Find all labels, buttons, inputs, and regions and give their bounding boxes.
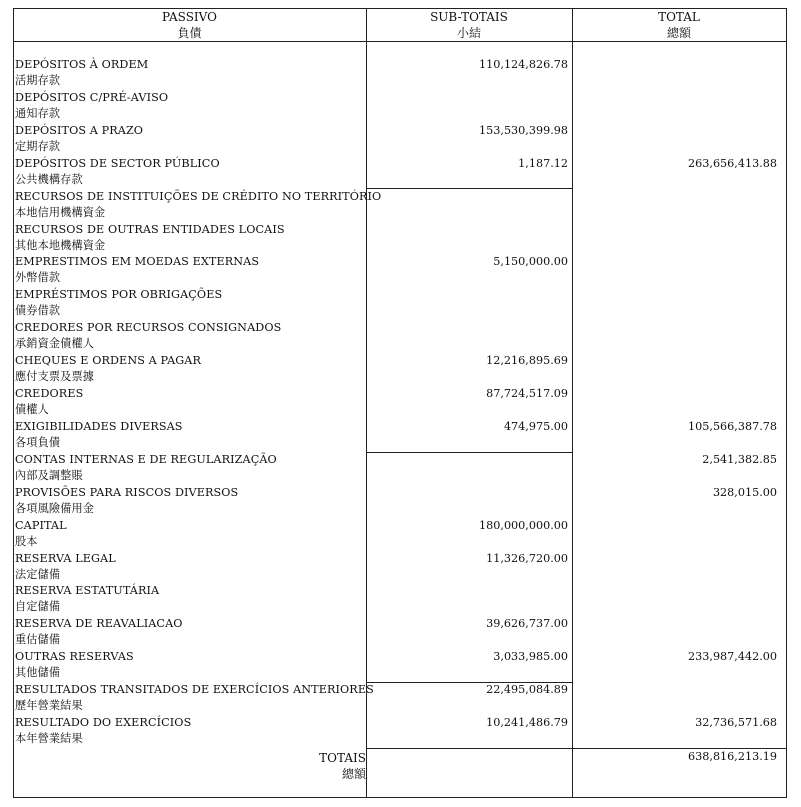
table-row xyxy=(0,452,801,485)
table-row xyxy=(0,156,801,189)
row-label xyxy=(15,320,281,352)
row-total: 233,987,442.00 xyxy=(688,650,777,664)
table-row xyxy=(0,616,801,649)
row-subtotal: 5,150,000.00 xyxy=(493,255,568,269)
row-label-pt: OUTRAS RESERVAS xyxy=(15,650,134,664)
row-subtotal: 12,216,895.69 xyxy=(486,354,568,368)
row-label-zh: 各項負債 xyxy=(15,435,61,449)
row-label-pt: EMPRÉSTIMOS POR OBRIGAÇÕES xyxy=(15,288,223,302)
row-subtotal: 110,124,826.78 xyxy=(479,58,568,71)
row-label-pt: CAPITAL xyxy=(15,518,67,532)
table-row xyxy=(0,518,801,551)
row-label-zh: 承銷資金債權人 xyxy=(15,337,95,351)
row-label xyxy=(15,682,374,714)
table-row xyxy=(0,123,801,156)
row-label xyxy=(15,90,168,122)
totals-label xyxy=(319,750,366,782)
table-row xyxy=(0,353,801,386)
row-label-pt: EXIGIBILIDADES DIVERSAS xyxy=(15,419,183,433)
row-label-zh: 本地信用機構資金 xyxy=(15,205,106,219)
row-label-pt: CREDORES POR RECURSOS CONSIGNADOS xyxy=(15,321,282,335)
row-label-zh: 法定儲備 xyxy=(15,567,61,581)
header-passivo-zh: 負債 xyxy=(177,26,202,40)
table-row xyxy=(0,386,801,419)
row-label-zh: 自定儲備 xyxy=(15,600,61,614)
row-label xyxy=(15,287,222,319)
header-passivo xyxy=(13,9,366,41)
row-label-pt: RESERVA DE REAVALIACAO xyxy=(15,617,183,631)
table-row xyxy=(0,551,801,584)
row-subtotal: 153,530,399.98 xyxy=(479,123,568,137)
row-label xyxy=(15,222,285,254)
row-subtotal: 3,033,985.00 xyxy=(493,650,568,664)
row-total: 105,566,387.78 xyxy=(688,419,777,433)
row-label xyxy=(15,189,381,221)
header-subtotais-zh: 小結 xyxy=(456,26,481,40)
row-label xyxy=(15,551,116,583)
row-label xyxy=(15,57,148,89)
table-row xyxy=(0,189,801,222)
row-total: 263,656,413.88 xyxy=(688,156,777,170)
row-label xyxy=(15,649,134,681)
row-label-pt: CREDORES xyxy=(15,387,84,400)
row-label xyxy=(15,452,277,484)
row-label xyxy=(15,485,238,517)
totals-label-zh: 總額 xyxy=(341,767,366,781)
row-label-pt: DEPÓSITOS À ORDEM xyxy=(15,58,149,71)
row-subtotal: 39,626,737.00 xyxy=(486,617,568,631)
row-label-pt: CHEQUES E ORDENS A PAGAR xyxy=(15,354,201,368)
row-label xyxy=(15,419,183,451)
row-label-zh: 股本 xyxy=(15,534,38,548)
row-total: 32,736,571.68 xyxy=(695,716,777,729)
row-label-pt: RECURSOS DE OUTRAS ENTIDADES LOCAIS xyxy=(15,222,285,236)
row-label-pt: RESERVA ESTATUTÁRIA xyxy=(15,584,160,598)
row-label-zh: 通知存款 xyxy=(15,106,61,120)
row-label-zh: 外幣借款 xyxy=(15,271,61,285)
row-label xyxy=(15,123,143,155)
table-row xyxy=(0,583,801,616)
row-label-zh: 各項風險備用金 xyxy=(15,501,95,515)
row-subtotal: 180,000,000.00 xyxy=(479,518,568,532)
table-row xyxy=(0,419,801,452)
row-label xyxy=(15,715,191,747)
row-label-zh: 內部及調整賬 xyxy=(15,468,83,482)
row-subtotal: 11,326,720.00 xyxy=(486,551,568,565)
row-label-zh: 本年營業結果 xyxy=(15,732,83,745)
table-row xyxy=(0,57,801,90)
row-label-pt: EMPRESTIMOS EM MOEDAS EXTERNAS xyxy=(15,255,260,269)
header-passivo-pt: PASSIVO xyxy=(162,10,217,24)
row-label-zh: 定期存款 xyxy=(15,139,61,153)
table-row xyxy=(0,254,801,287)
row-label-zh: 應付支票及票據 xyxy=(15,370,95,384)
row-label-zh: 歷年營業結果 xyxy=(15,699,83,713)
totals-label-pt: TOTAIS xyxy=(319,751,366,765)
row-label xyxy=(15,518,67,550)
row-label-pt: PROVISÕES PARA RISCOS DIVERSOS xyxy=(15,485,239,499)
row-label xyxy=(15,583,159,615)
header-total xyxy=(572,9,786,41)
row-label xyxy=(15,616,183,648)
row-subtotal: 474,975.00 xyxy=(503,419,568,433)
row-label-zh: 其他儲備 xyxy=(15,666,61,680)
row-label-pt: RESERVA LEGAL xyxy=(15,551,116,565)
row-label-zh: 公共機構存款 xyxy=(15,172,83,186)
table-row xyxy=(0,320,801,353)
table-bottom-border xyxy=(13,797,787,798)
row-label-pt: RESULTADO DO EXERCÍCIOS xyxy=(15,716,192,729)
row-label-pt: CONTAS INTERNAS E DE REGULARIZAÇÃO xyxy=(15,452,277,466)
row-label-zh: 其他本地機構資金 xyxy=(15,238,106,252)
row-label xyxy=(15,156,220,188)
row-label-zh: 重估儲備 xyxy=(15,633,61,647)
table-row xyxy=(0,287,801,320)
row-label-pt: DEPÓSITOS A PRAZO xyxy=(15,123,144,137)
row-label xyxy=(15,254,259,286)
table-row xyxy=(0,485,801,518)
row-subtotal: 1,187.12 xyxy=(518,156,568,170)
row-total: 2,541,382.85 xyxy=(702,452,777,466)
row-subtotal: 10,241,486.79 xyxy=(486,716,568,729)
row-label-pt: RESULTADOS TRANSITADOS DE EXERCÍCIOS ANTERIORES xyxy=(15,683,374,697)
row-label-pt: DEPÓSITOS DE SECTOR PÚBLICO xyxy=(15,156,220,170)
row-label-zh: 債券借款 xyxy=(15,304,61,318)
row-label xyxy=(15,353,201,385)
row-label-pt: RECURSOS DE INSTITUIÇÕES DE CRÉDITO NO TERRITÓRIO xyxy=(15,189,382,203)
table-row xyxy=(0,715,801,748)
table-row xyxy=(0,682,801,715)
header-total-pt: TOTAL xyxy=(658,10,700,24)
table-row xyxy=(0,649,801,682)
header-subtotais xyxy=(366,9,572,41)
row-label-zh: 活期存款 xyxy=(15,74,61,87)
row-label-zh: 債權人 xyxy=(15,403,49,416)
row-subtotal: 87,724,517.09 xyxy=(486,387,568,400)
table-row xyxy=(0,90,801,123)
table-row xyxy=(0,222,801,255)
header-bottom-border xyxy=(13,41,787,42)
row-subtotal: 22,495,084.89 xyxy=(486,683,568,697)
header-subtotais-pt: SUB-TOTAIS xyxy=(430,10,508,24)
row-label-pt: DEPÓSITOS C/PRÉ-AVISO xyxy=(15,90,169,104)
row-label xyxy=(15,386,83,418)
header-total-zh: 總額 xyxy=(666,26,691,40)
totals-value: 638,816,213.19 xyxy=(688,750,777,763)
row-total: 328,015.00 xyxy=(712,485,777,499)
